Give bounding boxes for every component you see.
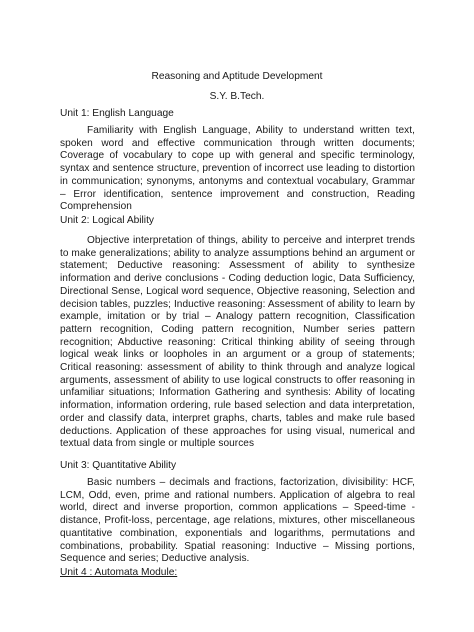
unit-4-heading: Unit 4 : Automata Module: — [60, 567, 178, 578]
unit-1-heading: Unit 1: English Language — [60, 108, 174, 119]
document-title: Reasoning and Aptitude Development — [151, 71, 323, 82]
unit-3-heading: Unit 3: Quantitative Ability — [60, 460, 177, 471]
unit-1-body: Familiarity with English Language, Ability to understand written text, spoken word and effective communication through written documents; Coverage of vocabulary to cope up with general and specific terminology, syntax and sentence structure, prevention of incorrect use leading to distortion in communication; synonyms, antonyms and contextual vocabulary, Grammar – Error identification, sentence improvement and construction, Reading Comprehension — [60, 125, 415, 213]
unit-2-heading: Unit 2: Logical Ability — [60, 215, 154, 226]
unit-2-body: Objective interpretation of things, ability to perceive and interpret trends to make generalizations; ability to analyze assumptions behind an argument or statement; Deductive reasoning: Assessment of ability to synthesize information and derive conclusions - Coding deduction logic, Data Sufficiency, Directional Sense, Logical word sequence, Objective reasoning, Selection and decision tables, puzzles; Inductive reasoning: Assessment of ability to learn by example, imitation or by trial – Analogy pattern recognition, Classification pattern recognition, Coding pattern recognition, Number series pattern recognition; Abductive reasoning: Critical thinking ability of seeing through logical weak links or loopholes in an argument or a group of statements; Critical reasoning: assessment of ability to think through and analyze logical arguments, assessment of ability to use logical constructs to offer reasoning in unfamiliar situations; Information Gathering and synthesis: Ability of locating information, information ordering, rule based selection and data interpretation, order and classify data, interpret graphs, charts, tables and make rule based deductions. Application of these approaches for using visual, numerical and textual data from single or multiple sources — [60, 235, 415, 450]
document-subtitle: S.Y. B.Tech. — [209, 91, 265, 102]
unit-3-body: Basic numbers – decimals and fractions, factorization, divisibility: HCF, LCM, Odd, even, prime and rational numbers. Application of algebra to real world, direct and inverse proportion, common applications – Speed-time -distance, Profit-loss, percentage, age relations, mixtures, other miscellaneous quantitative combination, exponentials and logarithms, permutations and combinations, probability. Spatial reasoning: Inductive – Missing portions, Sequence and series; Deductive analysis. — [60, 477, 415, 565]
